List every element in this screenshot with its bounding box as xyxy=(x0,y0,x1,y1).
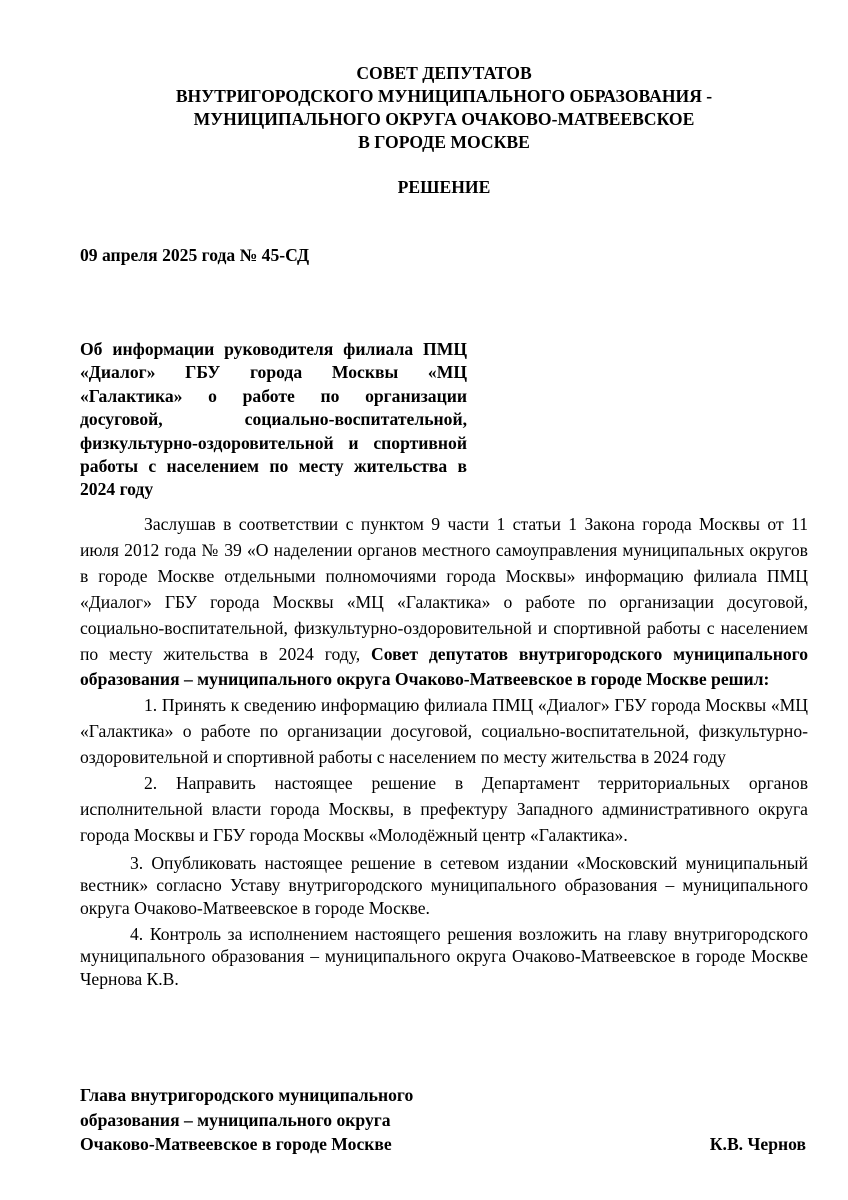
date-and-number: 09 апреля 2025 года № 45-СД xyxy=(80,245,310,265)
document-page xyxy=(80,0,808,1200)
signature-line-1: Глава внутригородского муниципального xyxy=(80,1085,414,1105)
header-line-4: В ГОРОДЕ МОСКВЕ xyxy=(358,132,530,152)
signature-block xyxy=(80,1083,808,1157)
decision-item-3: 3. Опубликовать настоящее решение в сетевом издании «Московский муниципальный вестник» согласно Уставу внутригородского муниципального образования – муниципального округа Очаково-Матвеевское в городе Москве. xyxy=(80,852,808,918)
decision-item-4: 4. Контроль за исполнением настоящего решения возложить на главу внутригородского муниципального образования – муниципального округа Очаково-Матвеевское в городе Москве Чернова К.В. xyxy=(80,923,808,989)
intro-paragraph xyxy=(80,512,808,693)
document-body xyxy=(80,512,808,990)
decision-item-1: 1. Принять к сведению информацию филиала ПМЦ «Диалог» ГБУ города Москвы «МЦ «Галактика» о работе по организации досуговой, социально-воспитательной, физкультурно-оздоровительной и спортивной работы с населением по месту жительства в 2024 году xyxy=(80,695,808,768)
document-subject: Об информации руководителя филиала ПМЦ «Диалог» ГБУ города Москвы «МЦ «Галактика» о работе по организации досуговой, социально-воспитательной, физкультурно-оздоровительной и спортивной работы с населением по месту жительства в 2024 году xyxy=(80,339,467,500)
decision-item-2: 2. Направить настоящее решение в Департамент территориальных органов исполнительной власти города Москвы, в префектуру Западного административного округа города Москвы и ГБУ города Москвы «Молодёжный центр «Галактика». xyxy=(80,773,808,845)
header-line-2: ВНУТРИГОРОДСКОГО МУНИЦИПАЛЬНОГО ОБРАЗОВАНИЯ - xyxy=(175,86,713,106)
intro-text: Заслушав в соответствии с пунктом 9 части 1 статьи 1 Закона города Москвы от 11 июля 2012 года № 39 «О наделении органов местного самоуправления муниципальных округов в городе Москве отдельными полномочиями города Москвы» информацию филиала ПМЦ «Диалог» ГБУ города Москвы «МЦ «Галактика» о работе по организации досуговой, социально-воспитательной, физкультурно-оздоровительной и спортивной работы с населением по месту жительства в 2024 году, xyxy=(80,514,808,664)
header-line-1: СОВЕТ ДЕПУТАТОВ xyxy=(356,63,532,83)
header-line-3: МУНИЦИПАЛЬНОГО ОКРУГА ОЧАКОВО-МАТВЕЕВСКОЕ xyxy=(193,109,695,129)
signature-line-3: Очаково-Матвеевское в городе Москве xyxy=(80,1134,392,1154)
signature-line-2: образования – муниципального округа xyxy=(80,1109,391,1130)
document-type-title: РЕШЕНИЕ xyxy=(397,177,491,197)
intro-decision-clause: Совет депутатов внутригородского муниципального образования – муниципального округа Очаково-Матвеевское в городе Москве решил: xyxy=(80,643,809,690)
signature-position xyxy=(80,1083,808,1157)
signatory-name: К.В. Чернов xyxy=(709,1134,806,1154)
document-header xyxy=(80,62,808,154)
